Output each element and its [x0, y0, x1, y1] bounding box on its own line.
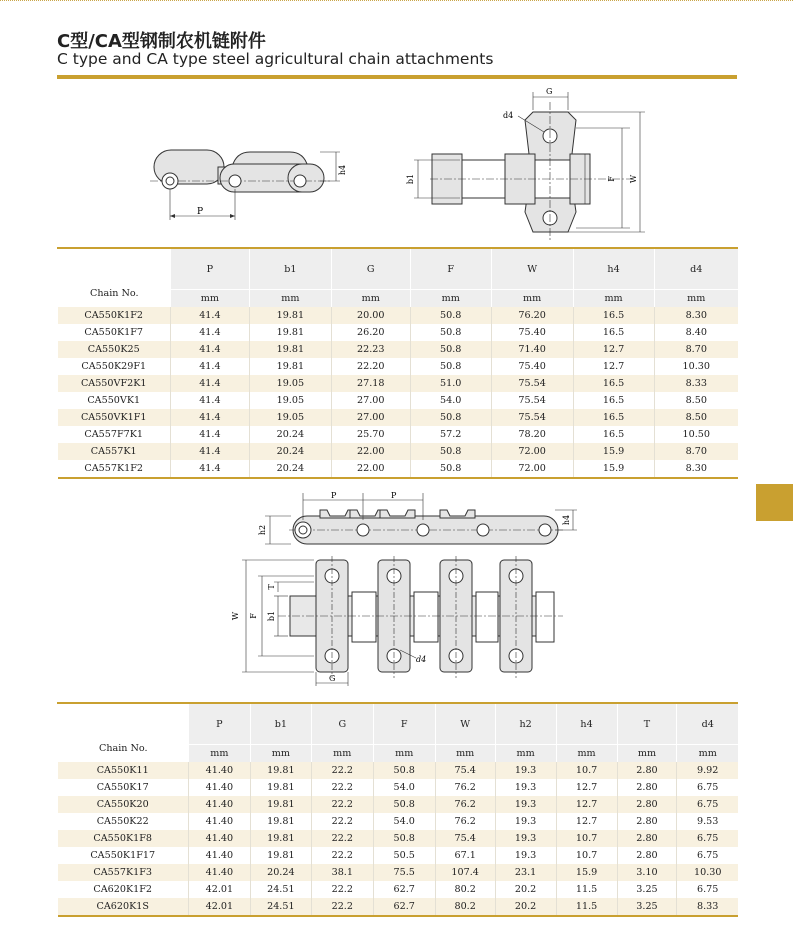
- value-cell: 19.81: [249, 358, 331, 375]
- col-header: b1: [250, 703, 311, 745]
- unit-cell: mm: [250, 745, 311, 763]
- col-header: h4: [573, 248, 654, 290]
- value-cell: 19.05: [249, 392, 331, 409]
- dim-label-w: W: [629, 174, 638, 184]
- unit-cell: mm: [654, 290, 738, 308]
- col-header: d4: [677, 703, 738, 745]
- value-cell: 3.25: [617, 881, 677, 898]
- chain-no-cell: CA557K1: [58, 443, 171, 460]
- value-cell: 19.81: [250, 779, 311, 796]
- value-cell: 50.8: [373, 762, 435, 779]
- value-cell: 50.8: [410, 443, 491, 460]
- chain-no-cell: CA550K1F8: [58, 830, 189, 847]
- value-cell: 54.0: [373, 779, 435, 796]
- value-cell: 20.00: [331, 307, 410, 324]
- value-cell: 80.2: [435, 898, 495, 916]
- value-cell: 19.3: [495, 779, 556, 796]
- value-cell: 19.3: [495, 847, 556, 864]
- value-cell: 41.40: [188, 847, 250, 864]
- table-row: [58, 898, 739, 916]
- chain-no-cell: CA550VK1: [58, 392, 171, 409]
- value-cell: 8.30: [654, 307, 738, 324]
- dim-label-w: W: [231, 611, 240, 621]
- value-cell: 10.30: [654, 358, 738, 375]
- table-row: [58, 375, 739, 392]
- value-cell: 75.54: [491, 392, 573, 409]
- dim-label-b1: b1: [267, 610, 276, 622]
- unit-cell: mm: [435, 745, 495, 763]
- unit-cell: mm: [311, 745, 373, 763]
- dim-label-d4: d4: [416, 655, 427, 664]
- value-cell: 19.81: [250, 847, 311, 864]
- value-cell: 41.4: [170, 341, 249, 358]
- table-row: [58, 409, 739, 426]
- chain-no-cell: CA550K29F1: [58, 358, 171, 375]
- value-cell: 6.75: [677, 830, 738, 847]
- table-row: [58, 307, 739, 324]
- value-cell: 16.5: [573, 324, 654, 341]
- dim-label-h4: h4: [338, 164, 347, 176]
- page-title-chinese: C型/CA型钢制农机链附件: [57, 31, 266, 52]
- chain-no-cell: CA550K11: [58, 762, 189, 779]
- value-cell: 72.00: [491, 460, 573, 478]
- value-cell: 8.40: [654, 324, 738, 341]
- unit-cell: mm: [373, 745, 435, 763]
- dim-label-f: F: [249, 613, 258, 619]
- value-cell: 9.53: [677, 813, 738, 830]
- table-c-type-specs: [57, 247, 738, 479]
- value-cell: 76.2: [435, 779, 495, 796]
- value-cell: 27.00: [331, 392, 410, 409]
- table-row: [58, 392, 739, 409]
- value-cell: 2.80: [617, 779, 677, 796]
- table-row: [58, 324, 739, 341]
- diagram-ca-type-side-view: [255, 488, 585, 553]
- value-cell: 50.8: [410, 324, 491, 341]
- col-header: W: [435, 703, 495, 745]
- table-row: [58, 341, 739, 358]
- unit-cell: mm: [249, 290, 331, 308]
- unit-cell: mm: [677, 745, 738, 763]
- chain-no-cell: CA550K1F17: [58, 847, 189, 864]
- unit-cell: mm: [170, 290, 249, 308]
- value-cell: 50.8: [410, 307, 491, 324]
- value-cell: 26.20: [331, 324, 410, 341]
- chain-no-cell: CA550K20: [58, 796, 189, 813]
- table-ca-type-specs: [57, 702, 738, 917]
- value-cell: 22.2: [311, 779, 373, 796]
- value-cell: 19.81: [250, 762, 311, 779]
- chain-no-cell: CA550K25: [58, 341, 171, 358]
- chain-no-cell: CA620K1F2: [58, 881, 189, 898]
- value-cell: 41.4: [170, 426, 249, 443]
- value-cell: 19.81: [249, 324, 331, 341]
- value-cell: 10.50: [654, 426, 738, 443]
- value-cell: 19.05: [249, 375, 331, 392]
- chain-no-cell: CA620K1S: [58, 898, 189, 916]
- table-row: [58, 881, 739, 898]
- value-cell: 12.7: [556, 779, 617, 796]
- value-cell: 22.00: [331, 460, 410, 478]
- value-cell: 22.20: [331, 358, 410, 375]
- value-cell: 75.54: [491, 375, 573, 392]
- value-cell: 67.1: [435, 847, 495, 864]
- value-cell: 50.8: [373, 830, 435, 847]
- value-cell: 75.40: [491, 324, 573, 341]
- dim-label-g: G: [546, 87, 553, 96]
- value-cell: 42.01: [188, 881, 250, 898]
- table-row: [58, 426, 739, 443]
- value-cell: 22.23: [331, 341, 410, 358]
- unit-cell: mm: [331, 290, 410, 308]
- value-cell: 19.81: [250, 830, 311, 847]
- value-cell: 11.5: [556, 881, 617, 898]
- unit-cell: mm: [556, 745, 617, 763]
- value-cell: 38.1: [311, 864, 373, 881]
- dim-label-h4: h4: [562, 514, 571, 526]
- col-header: h4: [556, 703, 617, 745]
- title-underline: [57, 75, 737, 79]
- col-header: b1: [249, 248, 331, 290]
- value-cell: 16.5: [573, 392, 654, 409]
- value-cell: 75.4: [435, 762, 495, 779]
- value-cell: 8.33: [654, 375, 738, 392]
- unit-cell: mm: [491, 290, 573, 308]
- value-cell: 6.75: [677, 881, 738, 898]
- value-cell: 19.81: [250, 796, 311, 813]
- value-cell: 41.40: [188, 813, 250, 830]
- value-cell: 10.7: [556, 830, 617, 847]
- value-cell: 41.40: [188, 830, 250, 847]
- table-row: [58, 358, 739, 375]
- value-cell: 9.92: [677, 762, 738, 779]
- value-cell: 41.4: [170, 375, 249, 392]
- value-cell: 20.2: [495, 898, 556, 916]
- value-cell: 19.81: [249, 307, 331, 324]
- value-cell: 78.20: [491, 426, 573, 443]
- dim-label-p: P: [391, 491, 397, 500]
- chain-no-cell: CA550VF2K1: [58, 375, 171, 392]
- value-cell: 8.50: [654, 409, 738, 426]
- value-cell: 22.00: [331, 443, 410, 460]
- chain-no-cell: CA550K1F7: [58, 324, 171, 341]
- value-cell: 16.5: [573, 307, 654, 324]
- value-cell: 8.50: [654, 392, 738, 409]
- chain-no-cell: CA550K22: [58, 813, 189, 830]
- value-cell: 71.40: [491, 341, 573, 358]
- value-cell: 15.9: [573, 443, 654, 460]
- value-cell: 27.00: [331, 409, 410, 426]
- value-cell: 19.3: [495, 796, 556, 813]
- value-cell: 12.7: [573, 341, 654, 358]
- table-row: [58, 796, 739, 813]
- value-cell: 41.40: [188, 796, 250, 813]
- value-cell: 41.4: [170, 443, 249, 460]
- side-section-tab: [756, 484, 793, 521]
- table-row: [58, 813, 739, 830]
- value-cell: 16.5: [573, 375, 654, 392]
- value-cell: 41.4: [170, 409, 249, 426]
- col-header: P: [170, 248, 249, 290]
- value-cell: 12.7: [556, 796, 617, 813]
- value-cell: 76.20: [491, 307, 573, 324]
- value-cell: 51.0: [410, 375, 491, 392]
- value-cell: 41.4: [170, 392, 249, 409]
- unit-cell: mm: [495, 745, 556, 763]
- value-cell: 24.51: [250, 898, 311, 916]
- chain-no-cell: CA557K1F2: [58, 460, 171, 478]
- value-cell: 41.4: [170, 324, 249, 341]
- value-cell: 50.8: [373, 796, 435, 813]
- table-row: [58, 443, 739, 460]
- col-header: d4: [654, 248, 738, 290]
- unit-cell: mm: [188, 745, 250, 763]
- value-cell: 22.2: [311, 881, 373, 898]
- value-cell: 10.7: [556, 847, 617, 864]
- value-cell: 6.75: [677, 796, 738, 813]
- unit-cell: mm: [617, 745, 677, 763]
- value-cell: 20.24: [249, 426, 331, 443]
- value-cell: 75.4: [435, 830, 495, 847]
- value-cell: 75.40: [491, 358, 573, 375]
- col-header: G: [331, 248, 410, 290]
- value-cell: 25.70: [331, 426, 410, 443]
- table-row: [58, 779, 739, 796]
- value-cell: 19.3: [495, 813, 556, 830]
- value-cell: 19.3: [495, 830, 556, 847]
- value-cell: 41.4: [170, 307, 249, 324]
- value-cell: 19.81: [250, 813, 311, 830]
- value-cell: 11.5: [556, 898, 617, 916]
- dim-label-d4: d4: [503, 111, 514, 120]
- value-cell: 15.9: [573, 460, 654, 478]
- dim-label-f: F: [607, 176, 616, 182]
- value-cell: 22.2: [311, 830, 373, 847]
- value-cell: 57.2: [410, 426, 491, 443]
- chain-no-cell: CA557F7K1: [58, 426, 171, 443]
- dim-label-g: G: [329, 674, 336, 683]
- value-cell: 23.1: [495, 864, 556, 881]
- value-cell: 22.2: [311, 847, 373, 864]
- value-cell: 41.40: [188, 864, 250, 881]
- diagram-c-type-top-view: [400, 82, 670, 247]
- table-row: [58, 762, 739, 779]
- value-cell: 2.80: [617, 813, 677, 830]
- value-cell: 6.75: [677, 779, 738, 796]
- table-row: [58, 830, 739, 847]
- value-cell: 20.24: [249, 443, 331, 460]
- value-cell: 76.2: [435, 796, 495, 813]
- value-cell: 24.51: [250, 881, 311, 898]
- col-header: G: [311, 703, 373, 745]
- value-cell: 75.5: [373, 864, 435, 881]
- value-cell: 75.54: [491, 409, 573, 426]
- value-cell: 80.2: [435, 881, 495, 898]
- value-cell: 3.10: [617, 864, 677, 881]
- dim-label-p: P: [196, 207, 204, 217]
- chain-no-cell: CA557K1F3: [58, 864, 189, 881]
- dim-label-t: T: [267, 584, 276, 590]
- value-cell: 50.8: [410, 358, 491, 375]
- dim-label-b1: b1: [406, 173, 415, 185]
- value-cell: 27.18: [331, 375, 410, 392]
- col-header: P: [188, 703, 250, 745]
- top-dotted-rule: [0, 0, 793, 1]
- unit-cell: mm: [410, 290, 491, 308]
- diagram-ca-type-top-view: [228, 556, 568, 690]
- value-cell: 22.2: [311, 813, 373, 830]
- value-cell: 3.25: [617, 898, 677, 916]
- table-row: [58, 847, 739, 864]
- chain-no-cell: CA550VK1F1: [58, 409, 171, 426]
- value-cell: 10.30: [677, 864, 738, 881]
- value-cell: 22.2: [311, 762, 373, 779]
- value-cell: 20.24: [250, 864, 311, 881]
- value-cell: 20.2: [495, 881, 556, 898]
- value-cell: 8.70: [654, 443, 738, 460]
- value-cell: 19.81: [249, 341, 331, 358]
- value-cell: 20.24: [249, 460, 331, 478]
- col-header: F: [373, 703, 435, 745]
- chain-no-cell: CA550K17: [58, 779, 189, 796]
- value-cell: 19.3: [495, 762, 556, 779]
- value-cell: 6.75: [677, 847, 738, 864]
- dim-label-p: P: [331, 491, 337, 500]
- value-cell: 16.5: [573, 426, 654, 443]
- value-cell: 41.40: [188, 762, 250, 779]
- value-cell: 50.8: [410, 341, 491, 358]
- value-cell: 2.80: [617, 796, 677, 813]
- value-cell: 8.33: [677, 898, 738, 916]
- value-cell: 12.7: [573, 358, 654, 375]
- value-cell: 107.4: [435, 864, 495, 881]
- value-cell: 41.4: [170, 358, 249, 375]
- unit-cell: mm: [573, 290, 654, 308]
- value-cell: 15.9: [556, 864, 617, 881]
- value-cell: 2.80: [617, 762, 677, 779]
- value-cell: 2.80: [617, 830, 677, 847]
- chain-no-header: Chain No.: [58, 703, 189, 762]
- value-cell: 50.8: [410, 460, 491, 478]
- value-cell: 8.70: [654, 341, 738, 358]
- page-title-english: C type and CA type steel agricultural chain attachments: [57, 50, 494, 68]
- value-cell: 16.5: [573, 409, 654, 426]
- value-cell: 42.01: [188, 898, 250, 916]
- value-cell: 10.7: [556, 762, 617, 779]
- col-header: T: [617, 703, 677, 745]
- col-header: h2: [495, 703, 556, 745]
- value-cell: 50.5: [373, 847, 435, 864]
- value-cell: 62.7: [373, 881, 435, 898]
- value-cell: 41.40: [188, 779, 250, 796]
- value-cell: 62.7: [373, 898, 435, 916]
- table-row: [58, 864, 739, 881]
- value-cell: 22.2: [311, 898, 373, 916]
- table-row: [58, 460, 739, 478]
- value-cell: 50.8: [410, 409, 491, 426]
- value-cell: 54.0: [410, 392, 491, 409]
- value-cell: 8.30: [654, 460, 738, 478]
- value-cell: 22.2: [311, 796, 373, 813]
- chain-no-cell: CA550K1F2: [58, 307, 171, 324]
- value-cell: 54.0: [373, 813, 435, 830]
- col-header: F: [410, 248, 491, 290]
- value-cell: 19.05: [249, 409, 331, 426]
- chain-no-header: Chain No.: [58, 248, 171, 307]
- diagram-c-type-side-view: [140, 140, 360, 230]
- col-header: W: [491, 248, 573, 290]
- dim-label-h2: h2: [258, 524, 267, 536]
- value-cell: 41.4: [170, 460, 249, 478]
- value-cell: 12.7: [556, 813, 617, 830]
- value-cell: 2.80: [617, 847, 677, 864]
- value-cell: 76.2: [435, 813, 495, 830]
- value-cell: 72.00: [491, 443, 573, 460]
